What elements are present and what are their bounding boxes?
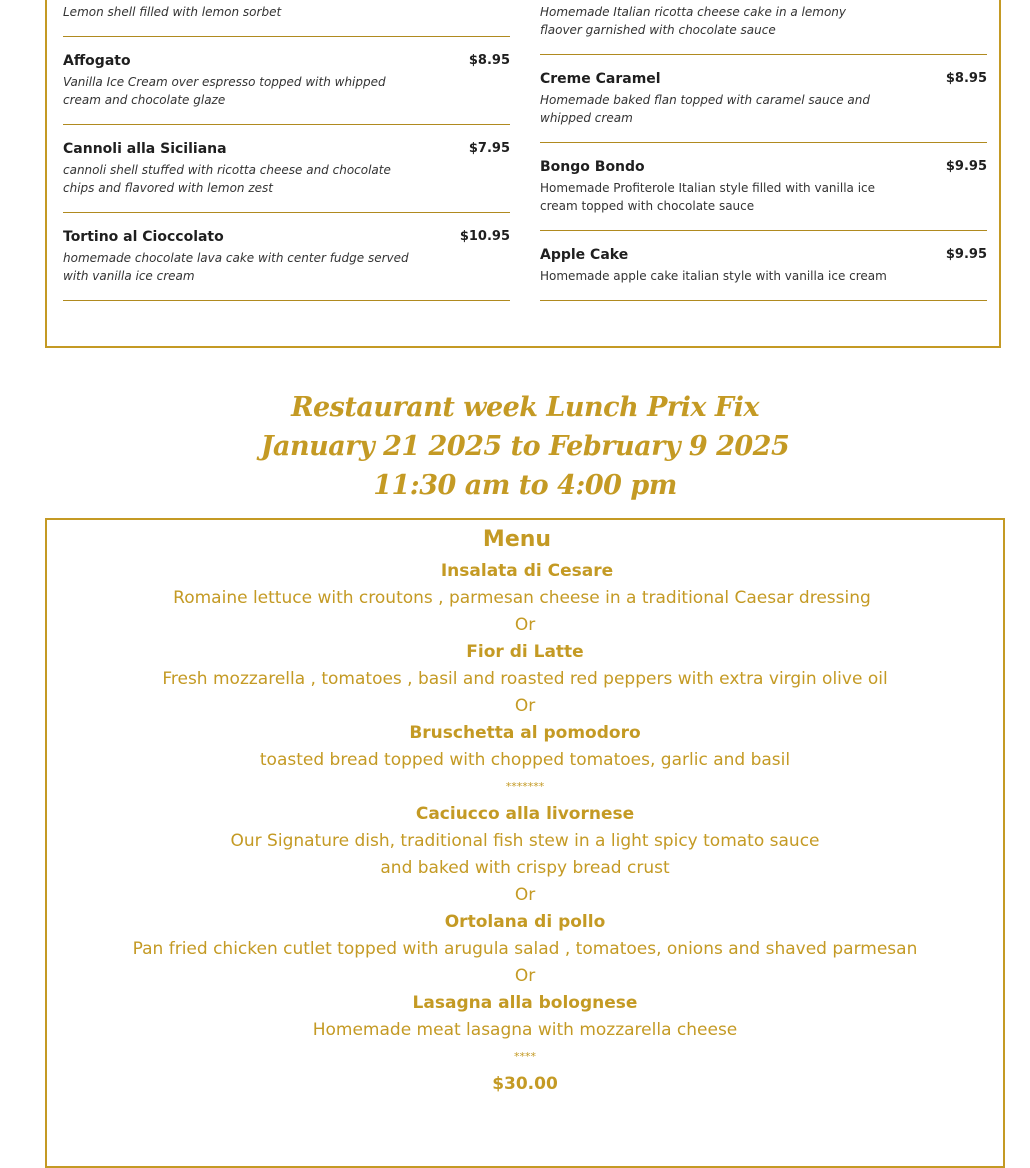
menu-dish-name: Bruschetta al pomodoro: [409, 723, 641, 743]
menu-dish-description: Fresh mozzarella , tomatoes , basil and roasted red peppers with extra virgin olive oil: [162, 669, 888, 689]
dessert-description: cannoli shell stuffed with ricotta cheese and chocolate chips and flavored with lemon zest: [63, 163, 391, 195]
menu-dish-description: Pan fried chicken cutlet topped with arugula salad , tomatoes, onions and shaved parmesan: [132, 939, 918, 959]
dessert-description: Lemon shell filled with lemon sorbet: [63, 5, 282, 19]
dessert-name: Cannoli alla Siciliana: [63, 141, 227, 157]
dessert-description: Vanilla Ice Cream over espresso topped with whipped cream and chocolate glaze: [63, 75, 386, 107]
menu-price: $30.00: [492, 1074, 558, 1094]
divider: [63, 212, 510, 213]
menu-or-text: Or: [514, 966, 536, 986]
menu-separator: *******: [505, 780, 545, 793]
divider: [63, 36, 510, 37]
menu-or-text: Or: [514, 885, 536, 905]
menu-or-text: Or: [514, 696, 536, 716]
dessert-price: $7.95: [468, 141, 510, 156]
dessert-name: Creme Caramel: [540, 71, 661, 87]
menu-dish-name: Lasagna alla bolognese: [412, 993, 638, 1013]
menu-dish-name: Fior di Latte: [466, 642, 584, 662]
dessert-name: Affogato: [63, 53, 131, 69]
menu-dish-name: Caciucco alla livornese: [415, 804, 635, 824]
dessert-price: $10.95: [459, 229, 510, 244]
divider: [540, 54, 987, 55]
divider: [63, 124, 510, 125]
dessert-price: $8.95: [468, 53, 510, 68]
dessert-name: Bongo Bondo: [540, 159, 645, 175]
divider: [540, 230, 987, 231]
divider: [63, 300, 510, 301]
dessert-description: Homemade Italian ricotta cheese cake in a lemony flaover garnished with chocolate sauce: [540, 5, 847, 37]
dessert-price: $9.95: [945, 247, 987, 262]
menu-heading: Menu: [482, 527, 552, 552]
menu-dish-description: Homemade meat lasagna with mozzarella cheese: [312, 1020, 738, 1040]
menu-separator: ****: [514, 1050, 536, 1063]
prix-fix-dates: January 21 2025 to February 9 2025: [260, 431, 790, 462]
dessert-menu-box: [45, 0, 1001, 348]
dessert-description: Homemade apple cake italian style with vanilla ice cream: [540, 269, 887, 283]
prix-fix-hours: 11:30 am to 4:00 pm: [373, 470, 677, 501]
menu-dish-description: and baked with crispy bread crust: [380, 858, 670, 878]
menu-dish-name: Ortolana di pollo: [444, 912, 606, 932]
menu-dish-description: Our Signature dish, traditional fish stew in a light spicy tomato sauce: [230, 831, 820, 851]
menu-or-text: Or: [514, 615, 536, 635]
divider: [540, 300, 987, 301]
dessert-description: homemade chocolate lava cake with center fudge served with vanilla ice cream: [63, 251, 409, 283]
menu-dish-name: Insalata di Cesare: [440, 561, 614, 581]
divider: [540, 142, 987, 143]
menu-dish-description: Romaine lettuce with croutons , parmesan cheese in a traditional Caesar dressing: [173, 588, 871, 608]
dessert-price: $9.95: [945, 159, 987, 174]
prix-fix-title: Restaurant week Lunch Prix Fix: [291, 392, 759, 423]
dessert-price: $8.95: [945, 71, 987, 86]
dessert-description: Homemade baked flan topped with caramel sauce and whipped cream: [540, 93, 870, 125]
dessert-name: Apple Cake: [540, 247, 629, 263]
dessert-description: Homemade Profiterole Italian style filled with vanilla ice cream topped with chocolate sauce: [540, 181, 876, 213]
dessert-name: Tortino al Cioccolato: [63, 229, 224, 245]
menu-dish-description: toasted bread topped with chopped tomatoes, garlic and basil: [259, 750, 791, 770]
